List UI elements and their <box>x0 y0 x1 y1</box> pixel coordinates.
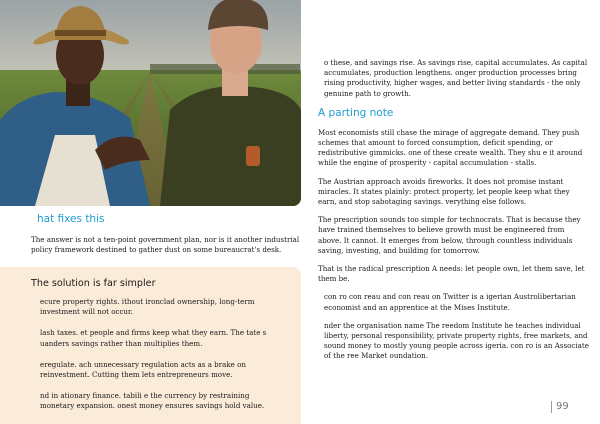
right-column <box>318 58 590 370</box>
body-paragraph: The Austrian approach avoids fireworks. It does not promise instant miracles. It states plainly: protect property, let people keep what they earn, and stop sabotaging savings. verything else follows. <box>318 176 570 207</box>
body-paragraph: Most economists still chase the mirage of aggregate demand. They push schemes that amount to forced consumption, deficit spending, or redistributive gimmicks. one of these create wealth. They shu e it around while the engine of prosperity - capital accumulation - stalls. <box>318 127 583 168</box>
author-bio: nder the organisation name The reedom Institute he teaches individual liberty, personal responsibility, private property rights, free markets, and sound money to mostly young people across igeria. con ro is an Associate of the ree Market oundation. <box>324 320 589 361</box>
callout-title: The solution is far simpler <box>31 278 156 289</box>
callout-item: ecure property rights. ithout ironclad ownership, long-term investment will not occur. <box>40 297 255 317</box>
section-heading-parting-note: A parting note <box>318 106 394 119</box>
callout-list <box>40 297 280 423</box>
left-column <box>31 213 301 261</box>
callout-item: nd in ationary finance. tabili e the currency by restraining monetary expansion. onest money ensures savings hold value. <box>40 391 265 411</box>
solution-callout-box <box>0 267 301 424</box>
body-paragraph: The prescription sounds too simple for technocrats. That is because they have trained themselves to believe growth must be engineered from above. It cannot. It emerges from below, through countless individuals saving, investing, and building for tomorrow. <box>318 215 581 255</box>
author-bio: con ro con reau and con reau on Twitter is a igerian Austrolibertarian economist and an apprentice at the Mises Institute. <box>324 292 576 312</box>
photo-illustration <box>0 0 301 206</box>
intro-paragraph: The answer is not a ten-point government plan, nor is it another industrial policy framework destined to gather dust on some bureaucrat's desk. <box>31 235 300 255</box>
body-paragraph: That is the radical prescription A needs: let people own, let them save, let them be. <box>318 264 585 284</box>
callout-item: eregulate. ach unnecessary regulation acts as a brake on reinvestment. Cutting them lets entrepreneurs move. <box>40 359 246 380</box>
cover-photo <box>0 0 301 206</box>
section-heading-what-fixes-this: hat fixes this <box>37 213 105 225</box>
page-number: 99 <box>551 401 569 413</box>
callout-item: lash taxes. et people and firms keep what they earn. The tate s uanders savings rather than multiplies them. <box>40 328 267 348</box>
continuation-paragraph: o these, and savings rise. As savings rise, capital accumulates. As capital accumulates, production lengthens. onger production processes bring rising productivity, higher wages, and better living standards - the only genuine path to growth. <box>324 58 588 98</box>
